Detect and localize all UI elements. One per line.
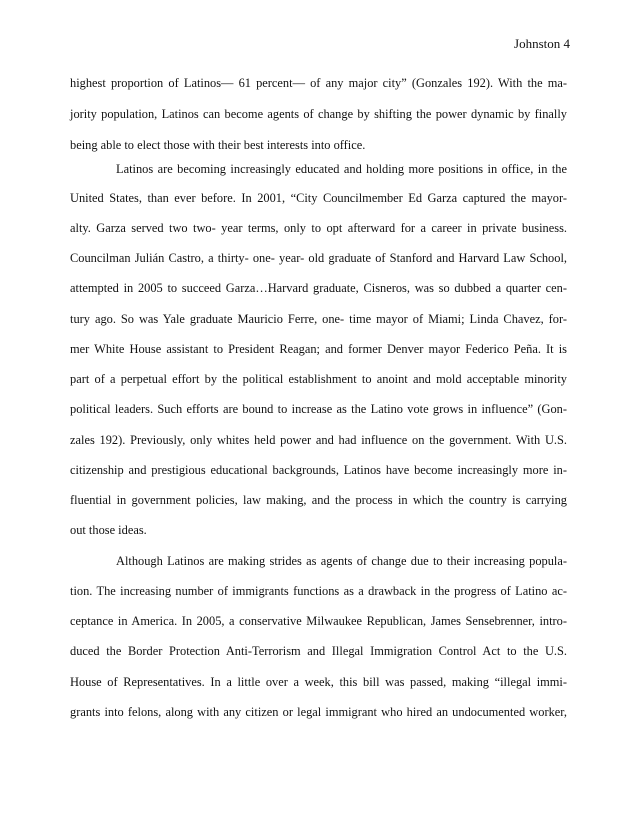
paragraph-2-line-5: attempted in 2005 to succeed Garza…Harvard graduate, Cisneros, was so dubbed a quarter cen-: [70, 281, 567, 295]
paragraph-1-line-1: highest proportion of Latinos— 61 percent— of any major city” (Gonzales 192). With the ma-: [70, 76, 567, 90]
paragraph-1-line-2: jority population, Latinos can become agents of change by shifting the power dynamic by finally: [70, 107, 567, 121]
paragraph-2-line-3: alty. Garza served two two- year terms, only to opt afterward for a career in private business.: [70, 221, 567, 235]
paragraph-2-line-10: zales 192). Previously, only whites held power and had influence on the government. With U.S.: [70, 433, 567, 447]
paragraph-3-line-5: House of Representatives. In a little over a week, this bill was passed, making “illegal immi-: [70, 675, 567, 689]
paragraph-1-line-3: being able to elect those with their best interests into office.: [70, 138, 366, 152]
paragraph-2-line-6: tury ago. So was Yale graduate Mauricio Ferre, one- time mayor of Miami; Linda Chavez, for-: [70, 312, 567, 326]
paragraph-3-line-4: duced the Border Protection Anti-Terrorism and Illegal Immigration Control Act to the U.S.: [70, 644, 567, 658]
paragraph-2-line-2: United States, than ever before. In 2001, “City Councilmember Ed Garza captured the mayor-: [70, 191, 567, 205]
paragraph-2-line-8: part of a perpetual effort by the political establishment to anoint and mold acceptable minority: [70, 372, 567, 386]
running-head: Johnston 4: [514, 36, 570, 51]
paragraph-3-line-3: ceptance in America. In 2005, a conservative Milwaukee Republican, James Sensebrenner, intro-: [70, 614, 567, 628]
paragraph-3-line-2: tion. The increasing number of immigrants functions as a drawback in the progress of Latino ac-: [70, 584, 567, 598]
paragraph-2-line-1: Latinos are becoming increasingly educated and holding more positions in office, in the: [116, 162, 567, 176]
paragraph-2-line-7: mer White House assistant to President Reagan; and former Denver mayor Federico Peña. It is: [70, 342, 567, 356]
paragraph-2-line-11: citizenship and prestigious educational backgrounds, Latinos have become increasingly more in-: [70, 463, 567, 477]
paragraph-3-line-1: Although Latinos are making strides as agents of change due to their increasing popula-: [116, 554, 567, 568]
paragraph-2-line-13: out those ideas.: [70, 523, 147, 537]
paragraph-2-line-12: fluential in government policies, law making, and the process in which the country is carrying: [70, 493, 567, 507]
paragraph-2-line-4: Councilman Julián Castro, a thirty- one- year- old graduate of Stanford and Harvard Law School,: [70, 251, 567, 265]
paragraph-3-line-6: grants into felons, along with any citizen or legal immigrant who hired an undocumented worker,: [70, 705, 567, 719]
paragraph-2-line-9: political leaders. Such efforts are bound to increase as the Latino vote grows in influence” (Gon-: [70, 402, 567, 416]
